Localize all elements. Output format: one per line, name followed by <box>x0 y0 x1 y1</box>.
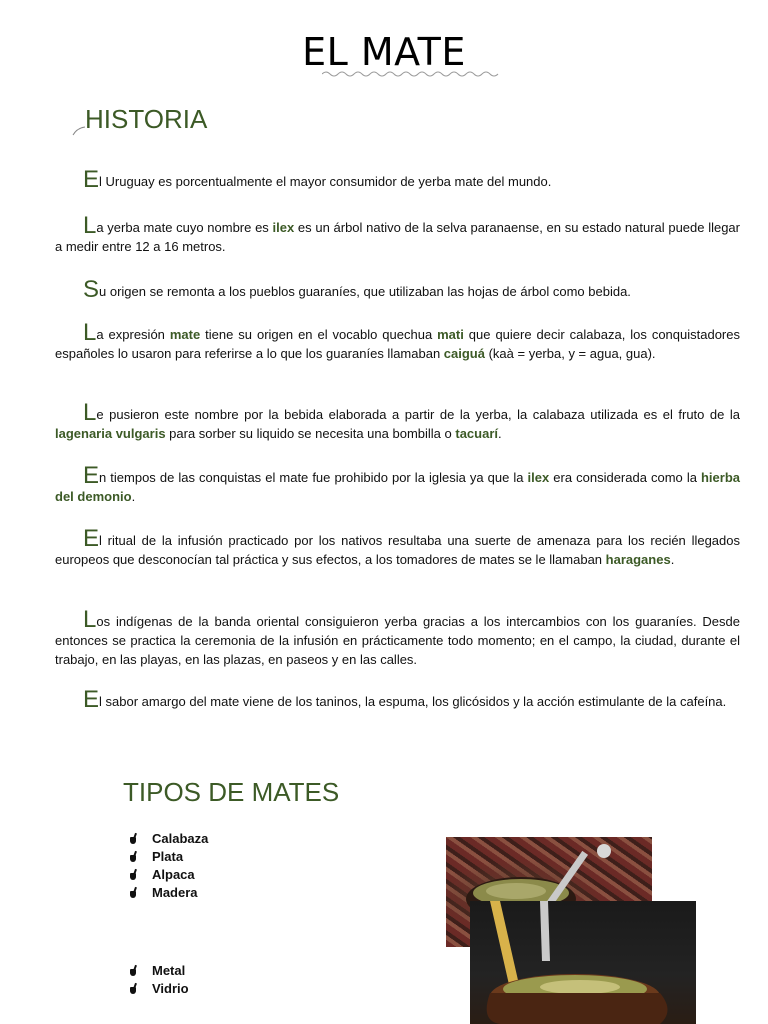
list-item-label: Alpaca <box>152 867 195 882</box>
list-item-label: Metal <box>152 963 186 978</box>
page-title <box>0 30 768 74</box>
paragraph-text: tiene su origen en el vocablo quechua <box>200 327 438 342</box>
highlighted-term: caiguá <box>443 346 485 361</box>
list-item <box>128 866 208 884</box>
paragraph-text: l Uruguay es porcentualmente el mayor consumidor de yerba mate del mundo. <box>99 174 552 189</box>
paragraph-text: os indígenas de la banda oriental consiguieron yerba gracias a los intercambios con los guaraníes. Desde entonces se practica la ceremonia de la infusión en prácticamente todo momento; en el campo, la ciudad, durante el trabajo, en las playas, en las plazas, en paseos y en las calles. <box>55 614 740 667</box>
paragraph-text: e pusieron este nombre por la bebida elaborada a partir de la yerba, la calabaza utilizada es el fruto de la <box>96 407 740 422</box>
paragraph-text: era considerada como la <box>549 470 701 485</box>
list-item <box>128 830 208 848</box>
spellcheck-squiggle <box>322 70 500 78</box>
highlighted-term: mate <box>169 327 201 342</box>
highlighted-term: ilex <box>272 220 295 235</box>
section-heading-tipos: TIPOS DE MATES <box>123 777 340 807</box>
list-item-label: Plata <box>152 849 184 864</box>
mate-bullet-icon <box>128 869 138 881</box>
historia-paragraph <box>55 276 740 303</box>
highlighted-term: mati <box>437 327 464 342</box>
paragraph-text: (kaà = yerba, y = agua, gua). <box>484 346 656 361</box>
title-text: EL MATE <box>302 30 466 74</box>
highlighted-term: tacuarí <box>455 426 498 441</box>
list-item-label: Madera <box>152 885 198 900</box>
mate-bullet-icon <box>128 851 138 863</box>
drop-cap: L <box>83 319 97 346</box>
mate-bullet-icon <box>128 983 138 995</box>
paragraph-text: u origen se remonta a los pueblos guaraníes, que utilizaban las hojas de árbol como bebida. <box>99 284 631 299</box>
list-item-label: Calabaza <box>152 831 209 846</box>
historia-paragraph <box>55 212 740 256</box>
list-item <box>128 884 208 902</box>
paragraph-text: a expresión <box>96 327 170 342</box>
paragraph-text: n tiempos de las conquistas el mate fue prohibido por la iglesia ya que la <box>99 470 528 485</box>
list-item <box>128 962 189 980</box>
mate-photo-pouring <box>470 901 696 1024</box>
paragraph-text: que quiere decir calabaza, los conquistadores españoles lo usaron para referirse a lo que los guaraníes llamaban <box>55 327 740 361</box>
paragraph-text: para sorber su liquido se necesita una bombilla o <box>165 426 456 441</box>
mate-types-list-a <box>128 830 208 902</box>
drop-cap: E <box>83 462 100 489</box>
highlighted-term: hierba del demonio <box>55 470 740 504</box>
paragraph-text: . <box>498 426 502 441</box>
paragraph-text: a yerba mate cuyo nombre es <box>96 220 273 235</box>
paragraph-text: . <box>131 489 136 504</box>
mate-bullet-icon <box>128 965 138 977</box>
drop-cap: L <box>83 212 97 239</box>
drop-cap: L <box>83 399 97 426</box>
highlighted-term: haraganes <box>605 552 671 567</box>
historia-paragraph <box>55 686 740 713</box>
historia-paragraph <box>55 462 740 506</box>
paragraph-text: l ritual de la infusión practicado por los nativos resultaba una suerte de amenaza para los recién llegados europeos que desconocían tal práctica y sus efectos, a los tomadores de mates se le llamaban <box>55 533 740 567</box>
heading-corner-mark <box>72 126 86 136</box>
paragraph-text: l sabor amargo del mate viene de los taninos, la espuma, los glicósidos y la acción estimulante de la cafeína. <box>99 694 727 709</box>
highlighted-term: lagenaria vulgaris <box>55 426 166 441</box>
drop-cap: S <box>83 276 100 303</box>
historia-paragraph <box>55 319 740 363</box>
mate-bullet-icon <box>128 887 138 899</box>
paragraph-text: . <box>670 552 675 567</box>
list-item <box>128 848 208 866</box>
drop-cap: E <box>83 166 100 193</box>
section-heading-historia: HISTORIA <box>85 104 208 134</box>
drop-cap: E <box>83 686 100 713</box>
list-item <box>128 980 189 998</box>
historia-paragraph <box>55 166 740 193</box>
drop-cap: L <box>83 606 97 633</box>
highlighted-term: ilex <box>527 470 550 485</box>
mate-bullet-icon <box>128 833 138 845</box>
paragraph-text: es un árbol nativo de la selva paranaense, en su estado natural puede llegar a medir entre 12 a 16 metros. <box>55 220 740 254</box>
list-item-label: Vidrio <box>152 981 189 996</box>
drop-cap: E <box>83 525 100 552</box>
historia-paragraph <box>55 525 740 569</box>
historia-paragraph <box>55 606 740 669</box>
historia-paragraph <box>55 399 740 443</box>
mate-types-list-b <box>128 962 189 998</box>
